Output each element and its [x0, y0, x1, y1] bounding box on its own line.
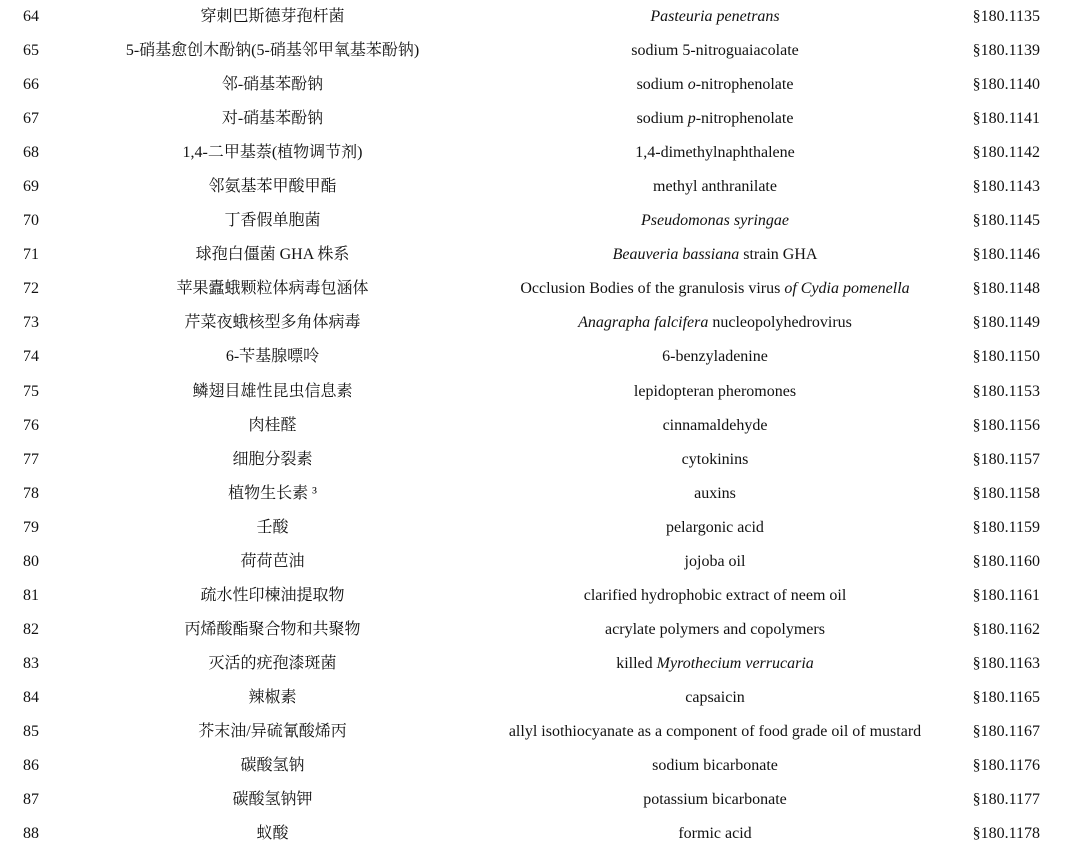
english-name	[470, 34, 960, 68]
table-row	[0, 681, 1068, 715]
table-row	[0, 306, 1068, 340]
chinese-name: 对-硝基苯酚钠	[221, 110, 324, 128]
table-row	[0, 783, 1068, 817]
english-name	[470, 238, 960, 272]
english-name-segment: killed	[616, 654, 657, 672]
row-number: 64	[23, 8, 39, 25]
chinese-name: 植物生长素 ³	[228, 484, 317, 502]
english-name	[470, 613, 960, 647]
chinese-name: 邻氨基苯甲酸甲酯	[208, 178, 337, 196]
cfr-reference: §180.1156	[972, 416, 1040, 434]
cfr-reference: §180.1145	[972, 212, 1040, 230]
chinese-name: 邻-硝基苯酚钠	[221, 76, 324, 94]
english-name-segment: capsaicin	[685, 688, 745, 706]
english-name-segment: sodium	[636, 110, 688, 128]
table-row	[0, 579, 1068, 613]
english-name-segment: Anagrapha falcifera	[578, 314, 709, 332]
chinese-name: 苹果蠹蛾颗粒体病毒包涵体	[176, 280, 369, 298]
english-name	[470, 340, 960, 374]
table-row	[0, 68, 1068, 102]
table-row	[0, 409, 1068, 443]
english-name-segment: Beauveria bassiana	[612, 246, 740, 264]
table-row	[0, 613, 1068, 647]
cfr-reference: §180.1158	[972, 484, 1040, 502]
chinese-name: 辣椒素	[248, 688, 297, 706]
table-row	[0, 340, 1068, 374]
cfr-reference: §180.1140	[972, 76, 1040, 94]
chinese-name: 鳞翅目雄性昆虫信息素	[192, 382, 353, 400]
row-number: 82	[23, 620, 39, 638]
cfr-reference: §180.1160	[972, 552, 1040, 570]
table-row	[0, 272, 1068, 306]
english-name	[470, 170, 960, 204]
row-number: 72	[23, 280, 39, 298]
english-name	[470, 749, 960, 783]
english-name-segment: Occlusion Bodies of the granulosis virus	[520, 280, 785, 298]
english-name-segment: jojoba oil	[684, 552, 746, 570]
english-name-segment: clarified hydrophobic extract of neem oil	[583, 586, 847, 604]
row-number: 76	[23, 416, 39, 434]
table-row	[0, 204, 1068, 238]
cfr-reference: §180.1139	[972, 42, 1040, 60]
english-name-segment: Pasteuria penetrans	[650, 8, 780, 25]
english-name	[470, 681, 960, 715]
english-name-segment: 1,4-dimethylnaphthalene	[635, 144, 795, 162]
table-row	[0, 136, 1068, 170]
chinese-name: 细胞分裂素	[232, 450, 313, 468]
english-name	[470, 477, 960, 511]
row-number: 73	[23, 314, 39, 332]
cfr-reference: §180.1146	[972, 246, 1040, 264]
cfr-reference: §180.1163	[972, 654, 1040, 672]
english-name-segment: potassium bicarbonate	[643, 791, 787, 809]
chinese-name: 球孢白僵菌 GHA 株系	[195, 246, 350, 264]
row-number: 68	[23, 144, 39, 162]
table-row	[0, 102, 1068, 136]
english-name	[470, 647, 960, 681]
row-number: 65	[23, 42, 39, 60]
table-row	[0, 170, 1068, 204]
chinese-name: 5-硝基愈创木酚钠(5-硝基邻甲氧基苯酚钠)	[125, 42, 420, 60]
english-name-segment: o	[687, 76, 696, 94]
table-row	[0, 715, 1068, 749]
cfr-reference: §180.1149	[972, 314, 1040, 332]
row-number: 66	[23, 76, 39, 94]
english-name-segment: sodium bicarbonate	[652, 757, 778, 775]
english-name-segment: -nitrophenolate	[695, 76, 794, 94]
chinese-name: 丙烯酸酯聚合物和共聚物	[184, 620, 361, 638]
table-row	[0, 511, 1068, 545]
cfr-reference: §180.1157	[972, 450, 1040, 468]
cfr-reference: §180.1153	[972, 382, 1040, 400]
english-name	[470, 579, 960, 613]
english-name	[470, 715, 960, 749]
row-number: 85	[23, 722, 39, 740]
chinese-name: 6-苄基腺嘌呤	[225, 348, 320, 366]
row-number: 67	[23, 110, 39, 128]
english-name-segment: acrylate polymers and copolymers	[605, 620, 825, 638]
cfr-reference: §180.1161	[972, 586, 1040, 604]
cfr-reference: §180.1165	[972, 688, 1040, 706]
cfr-reference: §180.1167	[972, 722, 1040, 740]
english-name-segment: p	[687, 110, 696, 128]
english-name-segment: methyl anthranilate	[653, 178, 777, 196]
english-name-segment: sodium	[636, 76, 688, 94]
cfr-reference: §180.1159	[972, 518, 1040, 536]
table-row	[0, 647, 1068, 681]
english-name-segment: pelargonic acid	[666, 518, 764, 536]
chinese-name: 丁香假单胞菌	[224, 212, 321, 230]
english-name	[470, 272, 960, 306]
chinese-name: 碳酸氢钠	[240, 757, 305, 775]
english-name-segment: -nitrophenolate	[695, 110, 794, 128]
cfr-reference: §180.1143	[972, 178, 1040, 196]
english-name-segment: 6-benzyladenine	[662, 348, 768, 366]
cfr-reference: §180.1141	[972, 110, 1040, 128]
row-number: 75	[23, 382, 39, 400]
english-name-segment: strain GHA	[739, 246, 818, 264]
table-row	[0, 817, 1068, 851]
chinese-name: 穿刺巴斯德芽孢杆菌	[200, 8, 345, 25]
english-name-segment: lepidopteran pheromones	[633, 382, 797, 400]
english-name-segment: cytokinins	[681, 450, 749, 468]
english-name	[470, 0, 960, 34]
cfr-reference: §180.1142	[972, 144, 1040, 162]
english-name	[470, 204, 960, 238]
chinese-name: 肉桂醛	[248, 416, 297, 434]
english-name-segment: cinnamaldehyde	[662, 416, 768, 434]
chinese-name: 芥末油/异硫氰酸烯丙	[198, 722, 347, 740]
cfr-reference: §180.1135	[972, 8, 1040, 25]
row-number: 71	[23, 246, 39, 264]
chinese-name: 1,4-二甲基萘(植物调节剂)	[182, 144, 363, 162]
table-row	[0, 238, 1068, 272]
row-number: 80	[23, 552, 39, 570]
english-name-segment: allyl isothiocyanate as a component of food grade oil of mustard	[508, 722, 922, 740]
table-row	[0, 545, 1068, 579]
row-number: 88	[23, 825, 39, 843]
english-name	[470, 511, 960, 545]
row-number: 87	[23, 791, 39, 809]
chinese-name: 碳酸氢钠钾	[232, 791, 313, 809]
english-name-segment: auxins	[694, 484, 736, 502]
english-name-segment: sodium 5-nitroguaiacolate	[631, 42, 799, 60]
row-number: 83	[23, 654, 39, 672]
english-name-segment: of Cydia pomenella	[784, 280, 910, 298]
cfr-reference: §180.1176	[972, 757, 1040, 775]
chinese-name: 芹菜夜蛾核型多角体病毒	[184, 314, 361, 332]
cfr-reference: §180.1150	[972, 348, 1040, 366]
chinese-name: 蚁酸	[256, 825, 289, 843]
row-number: 78	[23, 484, 39, 502]
english-name	[470, 136, 960, 170]
table-row	[0, 0, 1068, 34]
english-name	[470, 306, 960, 340]
row-number: 74	[23, 348, 39, 366]
table-row	[0, 34, 1068, 68]
row-number: 69	[23, 178, 39, 196]
english-name	[470, 783, 960, 817]
english-name	[470, 102, 960, 136]
chinese-name: 疏水性印楝油提取物	[200, 586, 345, 604]
english-name	[470, 375, 960, 409]
english-name-segment: formic acid	[678, 825, 752, 843]
english-name	[470, 409, 960, 443]
cfr-reference: §180.1178	[972, 825, 1040, 843]
english-name	[470, 817, 960, 851]
row-number: 70	[23, 212, 39, 230]
row-number: 84	[23, 688, 39, 706]
table-row	[0, 375, 1068, 409]
row-number: 81	[23, 586, 39, 604]
row-number: 86	[23, 757, 39, 775]
english-name	[470, 545, 960, 579]
cfr-reference: §180.1148	[972, 280, 1040, 298]
row-number: 77	[23, 450, 39, 468]
cfr-reference: §180.1177	[972, 791, 1040, 809]
chinese-name: 壬酸	[256, 518, 289, 536]
cfr-reference: §180.1162	[972, 620, 1040, 638]
english-name-segment: Myrothecium verrucaria	[656, 654, 814, 672]
row-number: 79	[23, 518, 39, 536]
table-row	[0, 749, 1068, 783]
chinese-name: 灭活的疣孢漆斑菌	[208, 654, 337, 672]
english-name	[470, 68, 960, 102]
english-name-segment: nucleopolyhedrovirus	[708, 314, 852, 332]
chinese-name: 荷荷芭油	[240, 552, 305, 570]
table-row	[0, 477, 1068, 511]
table-row	[0, 443, 1068, 477]
english-name	[470, 443, 960, 477]
english-name-segment: Pseudomonas syringae	[641, 212, 789, 230]
